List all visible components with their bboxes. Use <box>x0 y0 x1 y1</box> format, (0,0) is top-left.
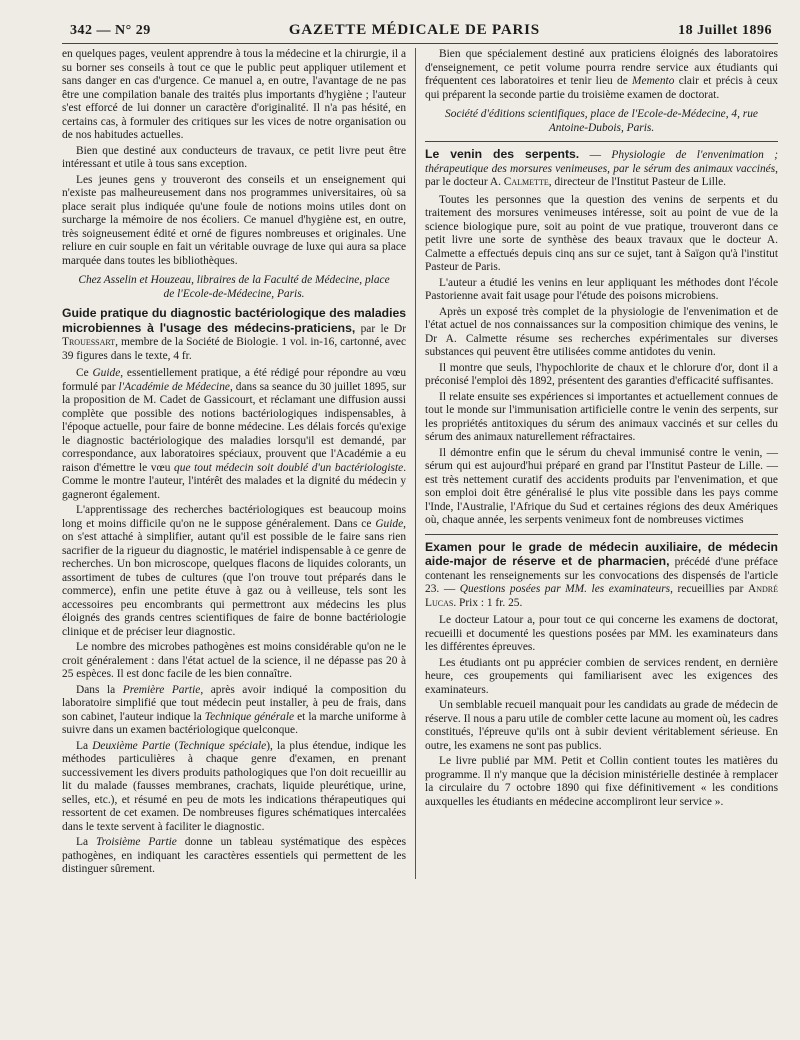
publisher-imprint: Société d'éditions scientifiques, place de l'Ecole-de-Médecine, 4, rue Antoine-Dubois, Paris. <box>445 108 758 134</box>
paragraph: L'auteur a étudié les venins en leur appliquant les méthodes dont l'école Pastorienne avait fait usage pour l'étude des poisons microbiens. <box>425 276 778 302</box>
paragraph: Dans la Première Partie, après avoir indiqué la composition du laboratoire simplifié que tout médecin peut installer, à peu de frais, dans son cabinet, l'auteur indique la Technique générale et la marche uniforme à suivre dans un examen bactériologique quelconque. <box>62 683 407 736</box>
paragraph: Les étudiants ont pu apprécier combien de services rendent, en dernière heure, ces groupements qui familiarisent avec les exigences des examinateurs. <box>425 656 778 696</box>
issue-date: 18 Juillet 1896 <box>678 23 772 38</box>
journal-title: GAZETTE MÉDICALE DE PARIS <box>288 22 540 38</box>
paragraph: Bien que destiné aux conducteurs de travaux, ce petit livre peut être intéressant et utile à tous sans exception. <box>62 144 407 170</box>
paragraph: Ce Guide, essentiellement pratique, a été rédigé pour répondre au vœu formulé par l'Académie de Médecine, dans sa seance du 30 juillet 1895, sur la proposition de M. Cadet de Gassicourt, et réclamant une diffusion aussi complète que possible des notions bactériologiques indispensables, à l'époque actuelle, pour faire de bonne médecine. Les délais forcés qu'exige le diagnostic bactériologique des maladies lorsqu'il est demandé, par correspondance, aux laboratoires spéciaux, prouvent que l'Académie a eu raison d'émettre le vœu que tout médecin soit doublé d'un bactériologiste. Comme le montre l'auteur, l'intérêt des malades et la dignité du médecin y gagneront également. <box>62 367 407 501</box>
paragraph: Les jeunes gens y trouveront des conseils et un enseignement qui n'existe pas malheureusement dans nos programmes universitaires, où sa place serait plus indiquée qu'une foule de notions moins utiles dont on surcharge la mémoire de nos écoliers. Ce manuel d'hygiène est, en outre, très soigneusement édité et orné de figures nombreuses et originales. Une reliure en cuir souple en fait un véritable ouvrage de luxe qui aura sa place marquée dans toutes les bibliothèques. <box>62 173 407 267</box>
paragraph: Toutes les personnes que la question des venins de serpents et du traitement des morsures venimeuses intéresse, soit au point de vue de la science biologique pure, soit au point de vue pratique, trouveront dans ce petit livre une sorte de synthèse des beaux travaux que le docteur A. Calmette a effectués depuis cinq ans sur ce sujet, tant à Saïgon qu'à l'institut Pasteur de Paris. <box>425 193 778 273</box>
author-name: Trouessart <box>62 336 116 348</box>
publisher-imprint: Chez Asselin et Houzeau, libraires de la Faculté de Médecine, place de l'Ecole-de-Médecine, Paris. <box>78 274 390 300</box>
paragraph: Il démontre enfin que le sérum du cheval immunisé contre le venin, — sérum qui est aujourd'hui préparé en grand par l'Institut Pasteur de Lille. — est très nettement curatif des accidents produits par l'envenimation, et que son emploi doit être généralisé le plus vite possible dans les pays comme l'Inde, l'Australie, l'Afrique du Sud et certaines régions des deux Amériques où, chaque année, les serpents venimeux font de nombreuses victimes <box>425 446 778 526</box>
paragraph: Il relate ensuite ses expériences si importantes et actuellement connues de tout le monde sur l'immunisation artificielle contre le venin des serpents, sur les propriétés antitoxiques du sérum des animaux vaccinés et sur celles du sérum des animaux naturellement réfractaires. <box>425 390 778 443</box>
left-column <box>62 48 415 879</box>
paragraph: Le nombre des microbes pathogènes est moins considérable qu'on ne le croit généralement : dans l'état actuel de la science, il ne dépasse pas 20 à 25 espèces. Il est donc facile de les bien connaître. <box>62 641 407 680</box>
review-title: Guide pratique du diagnostic bactériologique des maladies microbiennes à l'usage des médecins-praticiens, <box>62 306 407 335</box>
paragraph: Après un exposé très complet de la physiologie de l'envenimation et de l'état actuel de nos connaissances sur la composition chimique des venins, le Dr A. Calmette résume ses recherches expérimentales sur diverses substances qui peuvent être utilisées comme antidotes du venin. <box>425 305 778 358</box>
section-divider <box>425 534 778 535</box>
paragraph: en quelques pages, veulent apprendre à tous la médecine et la chirurgie, il a su borner ses conseils à tout ce que le public peut appliquer utilement et sans danger en cas d'urgence. Ce manuel a, en outre, l'avantage de ne pas être une compilation banale des traités plus importants d'hygiène ; l'auteur s'est efforcé de lui donner un caractère d'originalité. Il n'a pas hésité, en certains cas, à formuler des critiques sur les vices de notre organisation ou de nos habitudes actuelles. <box>62 48 407 141</box>
paragraph: Il montre que seuls, l'hypochlorite de chaux et le chlorure d'or, dont il a préconisé l'emploi dès 1892, présentent des garanties d'efficacité suffisantes. <box>425 361 778 387</box>
paragraph: Bien que spécialement destiné aux praticiens éloignés des laboratoires d'enseignement, ce petit volume pourra rendre service aux étudiants qui fréquentent ces laboratoires et tenir lieu de Memento clair et précis à ceux qui préparent la seconde partie du troisième examen de doctorat. <box>425 48 778 101</box>
section-divider <box>425 141 778 142</box>
paragraph: La Deuxième Partie (Technique spéciale), la plus étendue, indique les méthodes particulières à chaque genre d'examen, en prenant successivement les divers produits pathologiques que l'on doit recueillir au lit du malade (fausses membranes, crachats, liquide pleurétique, urine, selles, etc.), et résumé en peu de mots les indications thérapeutiques qui ressortent de cet examen. De nombreuses figures schématiques intercalées dans le texte servent à faciliter le diagnostic. <box>62 739 407 833</box>
review-title: Le venin des serpents. <box>425 147 580 161</box>
right-column <box>415 48 778 879</box>
running-head <box>62 22 778 43</box>
author-name: André Lucas <box>425 583 778 609</box>
author-name: Calmette <box>503 176 549 188</box>
review-heading-venin: Le venin des serpents. — Physiologie de l'envenimation ; thérapeutique des morsures venimeuses, par le sérum des animaux vaccinés, par le docteur A. Calmette, directeur de l'Institut Pasteur de Lille. <box>425 147 778 188</box>
paragraph: La Troisième Partie donne un tableau systématique des espèces pathogènes, en indiquant les caractères essentiels qui permettent de les distinguer sûrement. <box>62 836 407 875</box>
review-heading-guide: Guide pratique du diagnostic bactériologique des maladies microbiennes à l'usage des médecins-praticiens, par le Dr Trouessart, membre de la Société de Biologie. 1 vol. in-16, cartonné, avec 39 figures dans le texte, 4 fr. <box>62 306 407 362</box>
review-title: Examen pour le grade de médecin auxiliaire, de médecin aide-major de réserve et de pharmacien, <box>425 539 778 568</box>
paragraph: L'apprentissage des recherches bactériologiques est beaucoup moins long et moins difficile qu'on ne le suppose généralement. Dans ce Guide, on s'est attaché à simplifier, autant qu'il est possible de le faire sans rien sacrifier de la rigueur du diagnostic, le matériel indispensable à ce genre de recherches. Un bon microscope, quelques flacons de liquides colorants, un assortiment de tubes de cultures (que l'on trouve tout préparés dans le commerce), enfin une petite étuve à gaz ou à veilleuse, tels sont les accessoires peu encombrants qui permettront aux médecins les plus éloignés des grands centres scientifiques de faire de bonne bactériologie clinique et de préciser leur diagnostic. <box>62 504 407 638</box>
review-heading-examen: Examen pour le grade de médecin auxiliaire, de médecin aide-major de réserve et de pharmacien, précédé d'une préface contenant les renseignements sur les convocations des dispensés de l'article 23. — Questions posées par MM. les examinateurs, recueillies par André Lucas. Prix : 1 fr. 25. <box>425 539 778 609</box>
page-number: 342 — N° 29 <box>70 23 151 38</box>
paragraph: Le livre publié par MM. Petit et Collin contient toutes les matières du programme. Il n'y manque que la décision ministérielle destinée à remplacer la circulaire du 7 octobre 1890 qui fixe définitivement « les conditions auxquelles les étudiants en médecine accompliront leur service ». <box>425 755 778 808</box>
text-columns <box>62 43 778 879</box>
paragraph: Le docteur Latour a, pour tout ce qui concerne les examens de doctorat, recueilli et documenté les questions posées par MM. les examinateurs dans les différentes épreuves. <box>425 614 778 653</box>
paragraph: Un semblable recueil manquait pour les candidats au grade de médecin de réserve. Il nous a paru utile de combler cette lacune au moment où, les cadres constitués, l'épreuve qu'ils ont à subir devient véritablement sérieuse. En outre, les examens ne sont pas publics. <box>425 699 778 752</box>
